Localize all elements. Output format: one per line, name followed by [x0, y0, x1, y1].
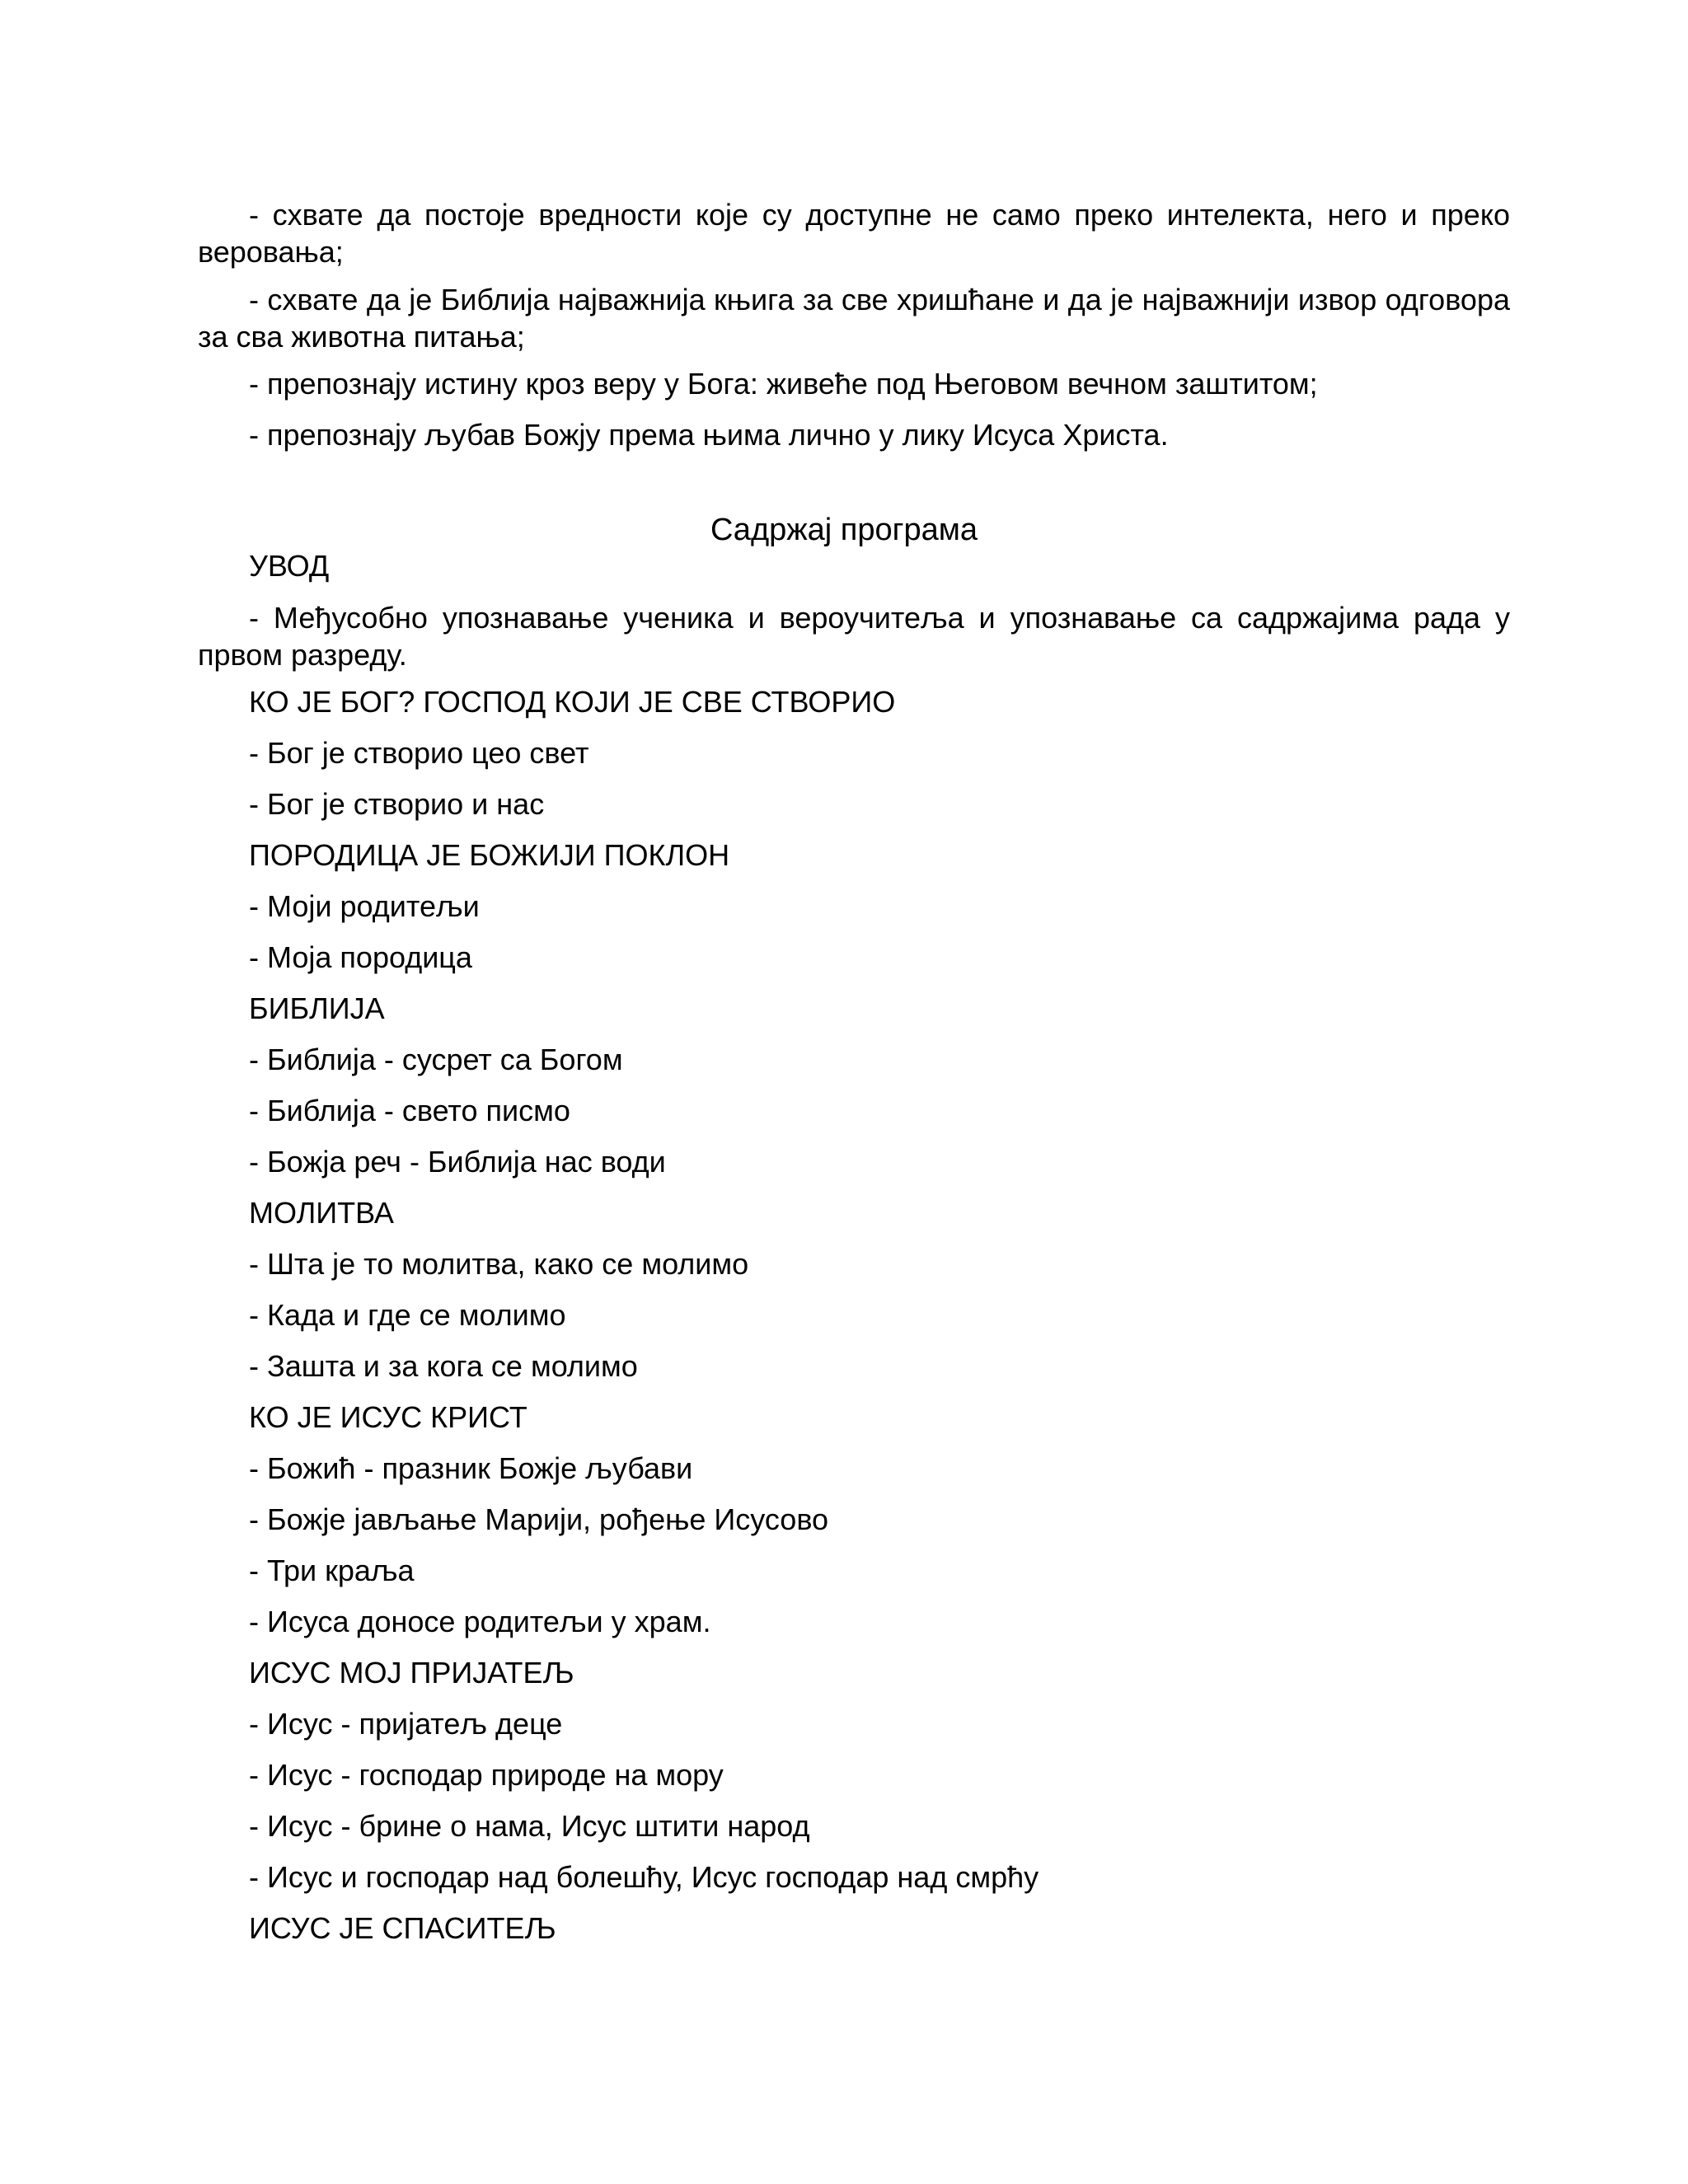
section-heading: ИСУС МОЈ ПРИЈАТЕЉ: [249, 1656, 574, 1690]
program-title: Садржај програма: [710, 513, 978, 547]
list-item: - Када и где се молимо: [249, 1298, 566, 1332]
section-heading: КО ЈЕ БОГ? ГОСПОД КОЈИ ЈЕ СВЕ СТВОРИО: [249, 685, 896, 719]
list-item: - Бог је створио и нас: [249, 787, 545, 821]
list-item: - Исус - брине о нама, Исус штити народ: [249, 1809, 810, 1843]
list-item: - Бог је створио цео свет: [249, 736, 589, 770]
intro-line: - препознају истину кроз веру у Бога: живеће под Његовом вечном заштитом;: [249, 367, 1318, 401]
list-item: - Божја реч - Библија нас води: [249, 1145, 666, 1179]
list-item: - Шта је то молитва, како се молимо: [249, 1247, 749, 1281]
list-item: - Исус - господар природе на мору: [249, 1758, 724, 1792]
section-heading: МОЛИТВА: [249, 1196, 394, 1230]
section-heading: ИСУС ЈЕ СПАСИТЕЉ: [249, 1911, 556, 1945]
list-item: - Зашта и за кога се молимо: [249, 1349, 638, 1383]
list-item: - Божје јављање Марији, рођење Исусово: [249, 1502, 829, 1536]
list-item: - Исуса доносе родитељи у храм.: [249, 1605, 711, 1638]
list-item: - Библија - сусрет са Богом: [249, 1043, 623, 1076]
list-item: - Исус и господар над болешћу, Исус господар над смрћу: [249, 1860, 1039, 1894]
section-heading: БИБЛИЈА: [249, 991, 385, 1025]
intro-paragraph: - схвате да је Библија најважнија књига за све хришћане и да је најважнији извор одговора за сва животна питања;: [198, 283, 1510, 354]
list-item: - Исус - пријатељ деце: [249, 1707, 563, 1741]
section-heading: КО ЈЕ ИСУС КРИСТ: [249, 1400, 528, 1434]
intro-line: - препознају љубав Божју према њима лично у лику Исуса Христа.: [249, 418, 1169, 452]
list-item: - Божић - празник Божје љубави: [249, 1451, 693, 1485]
list-item: - Библија - свето писмо: [249, 1094, 570, 1127]
intro-description: - Међусобно упознавање ученика и вероучитеља и упознавање са садржајима рада у првом разреду.: [198, 601, 1510, 672]
section-heading: УВОД: [249, 549, 330, 583]
list-item: - Моји родитељи: [249, 889, 480, 923]
list-item: - Три краља: [249, 1554, 415, 1587]
list-item: - Моја породица: [249, 940, 472, 974]
intro-paragraph: - схвате да постоје вредности које су доступне не само преко интелекта, него и преко веровања;: [198, 198, 1510, 269]
section-heading: ПОРОДИЦА ЈЕ БОЖИЈИ ПОКЛОН: [249, 838, 730, 872]
